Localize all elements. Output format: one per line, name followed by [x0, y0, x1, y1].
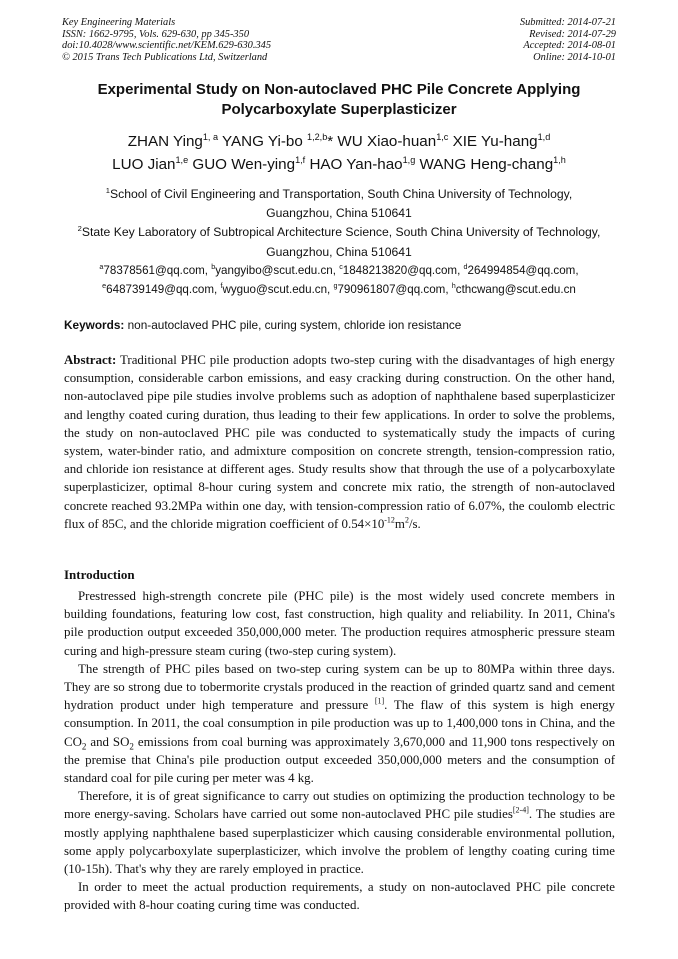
author: HAO Yan-hao$^{1,g}$	[309, 154, 416, 173]
author-list	[62, 130, 616, 176]
paragraph: The strength of PHC piles based on two-step curing system can be up to 80MPa within three days. They are so strong due to tobermorite crystals produced in the reaction of grinded quartz sand and cement hydration product under high temperature and pressure [1]. The flaw of this system is high energy consumption. In 2011, the coal consumption in pile production was up to 1,400,000 tons in China, and the $CO_2$ and $SO_2$ emissions from coal burning was approximately 3,670,000 and 11,900 tons respectively on the premise that China's pile production output exceeded 350,000,000 meters and the consumption of standard coal for pile curing per meter was 4 kg.	[64, 661, 616, 786]
email[interactable]: $^c$1848213820@qq.com	[339, 262, 458, 277]
abstract: Abstract: Traditional PHC pile production adopts two-step curing with the disadvantages of high energy consumption, considerable carbon emissions, and easy cracking during construction. On the other hand, non-autoclaved pipe pile studies involve problems such as adoption of naphthalene based superplasticizer and lengthy coated curing duration, thus leading to their few applications. In order to solve the problems, the study on non-autoclaved PHC pile was conducted to systematically study the impacts of curing system, water-binder ratio, and admixture composition on concrete strength, tension-compression ratio, and chloride ion resistance at different ages. Study results show that through the use of a polycarboxylate superplasticizer, optimal 8-hour curing system and concrete mix ratio, the strength of non-autoclaved concrete reached 93.2MPa within one day, with tension-compression ratio of 6.07%, the coulomb electric flux of 85C, and the chloride migration coefficient of $0.54\times 10^{-12}m^2/s$.	[64, 353, 615, 531]
affiliations: $^1$School of Civil Engineering and Transportation, South China University of Technology, Guangzhou, China 510641 $^2$State Key Laboratory of Subtropical Architecture Science, South China University of Technology, Guangzhou, China 510641	[56, 185, 622, 262]
abstract-label: Abstract:	[64, 353, 117, 367]
citation[interactable]: [1]	[374, 696, 385, 706]
email[interactable]: $^h$cthcwang@scut.edu.cn	[451, 280, 576, 296]
author: GUO Wen-ying$^{1,f}$	[192, 154, 306, 173]
journal-copyright: © 2015 Trans Tech Publications Ltd, Switzerland	[62, 51, 268, 63]
citation[interactable]: [2-4]	[512, 806, 529, 816]
date-revised: Revised: 2014-07-29	[529, 28, 616, 40]
date-accepted: Accepted: 2014-08-01	[523, 40, 616, 52]
keywords	[64, 317, 616, 333]
author: ZHAN Ying$^{1, a}$	[127, 131, 219, 150]
keywords-label: Keywords:	[64, 318, 125, 332]
affiliation: $^2$State Key Laboratory of Subtropical Architecture Science, South China University of Technology,	[77, 224, 601, 240]
paragraph: In order to meet the actual production requirements, a study on non-autoclaved PHC pile concrete provided with 8-hour coating curing time was conducted.	[64, 880, 615, 913]
paragraph: Therefore, it is of great significance to carry out studies on optimizing the production technology to be more energy-saving. Scholars have carried out some non-autoclaved PHC pile studies[2-4]. The studies are mostly applying naphthalene based superplasticizer which causing considerable environmental pollution, some apply polycarboxylate superplasticizer, which involve the problem of lengthy coating curing time (10-15h). That's why they are rarely employed in practice.	[64, 789, 615, 877]
author: LUO Jian$^{1,e}$	[112, 154, 189, 173]
journal-issn: ISSN: 1662-9795, Vols. 629-630, pp 345-350	[62, 28, 250, 40]
author: WU Xiao-huan$^{1,c}$	[337, 131, 449, 150]
journal-info	[62, 17, 271, 63]
journal-doi: doi:10.4028/www.scientific.net/KEM.629-630.345	[62, 40, 272, 52]
publication-dates	[520, 17, 616, 63]
section-heading-introduction: Introduction	[64, 567, 135, 582]
paper-title: Experimental Study on Non-autoclaved PHC Pile Concrete Applying Polycarboxylate Superplasticizer	[97, 81, 581, 118]
email[interactable]: $^d$264994854@qq.com	[463, 262, 576, 277]
email[interactable]: $^b$yangyibo@scut.edu.cn	[211, 262, 333, 277]
date-submitted: Submitted: 2014-07-21	[519, 17, 616, 28]
introduction-body	[64, 587, 615, 915]
journal-name: Key Engineering Materials	[62, 17, 176, 28]
email[interactable]: $^e$648739149@qq.com	[102, 280, 214, 296]
email[interactable]: $^a$78378561@qq.com	[99, 262, 205, 277]
date-online: Online: 2014-10-01	[533, 51, 616, 63]
email[interactable]: $^g$790961807@qq.com	[333, 280, 446, 296]
email[interactable]: $^f$wyguo@scut.edu.cn	[220, 280, 328, 296]
author-emails: $^a$78378561@qq.com, $^b$yangyibo@scut.edu.cn, $^c$1848213820@qq.com, $^d$264994854@qq.com, $^e$648739149@qq.com, $^f$wyguo@scut.edu.cn, $^g$790961807@qq.com, $^h$cthcwang@scut.edu.cn	[99, 262, 579, 296]
paragraph: Prestressed high-strength concrete pile (PHC pile) is the most widely used concrete members in building foundations, featuring low cost, fast construction, high quality and reliability. In 2011, China's pile production output exceeded 350,000,000 meter. The production requires atmospheric pressure steam curing and high-pressure steam curing (two-step curing system).	[64, 589, 615, 658]
author: WANG Heng-chang$^{1,h}$	[419, 154, 566, 173]
author: XIE Yu-hang$^{1,d}$	[452, 131, 551, 150]
keywords-text: non-autoclaved PHC pile, curing system, chloride ion resistance	[124, 318, 462, 332]
author: YANG Yi-bo $^{1,2,b}$*	[222, 131, 334, 150]
affiliation: $^1$School of Civil Engineering and Transportation, South China University of Technology,	[105, 185, 573, 201]
